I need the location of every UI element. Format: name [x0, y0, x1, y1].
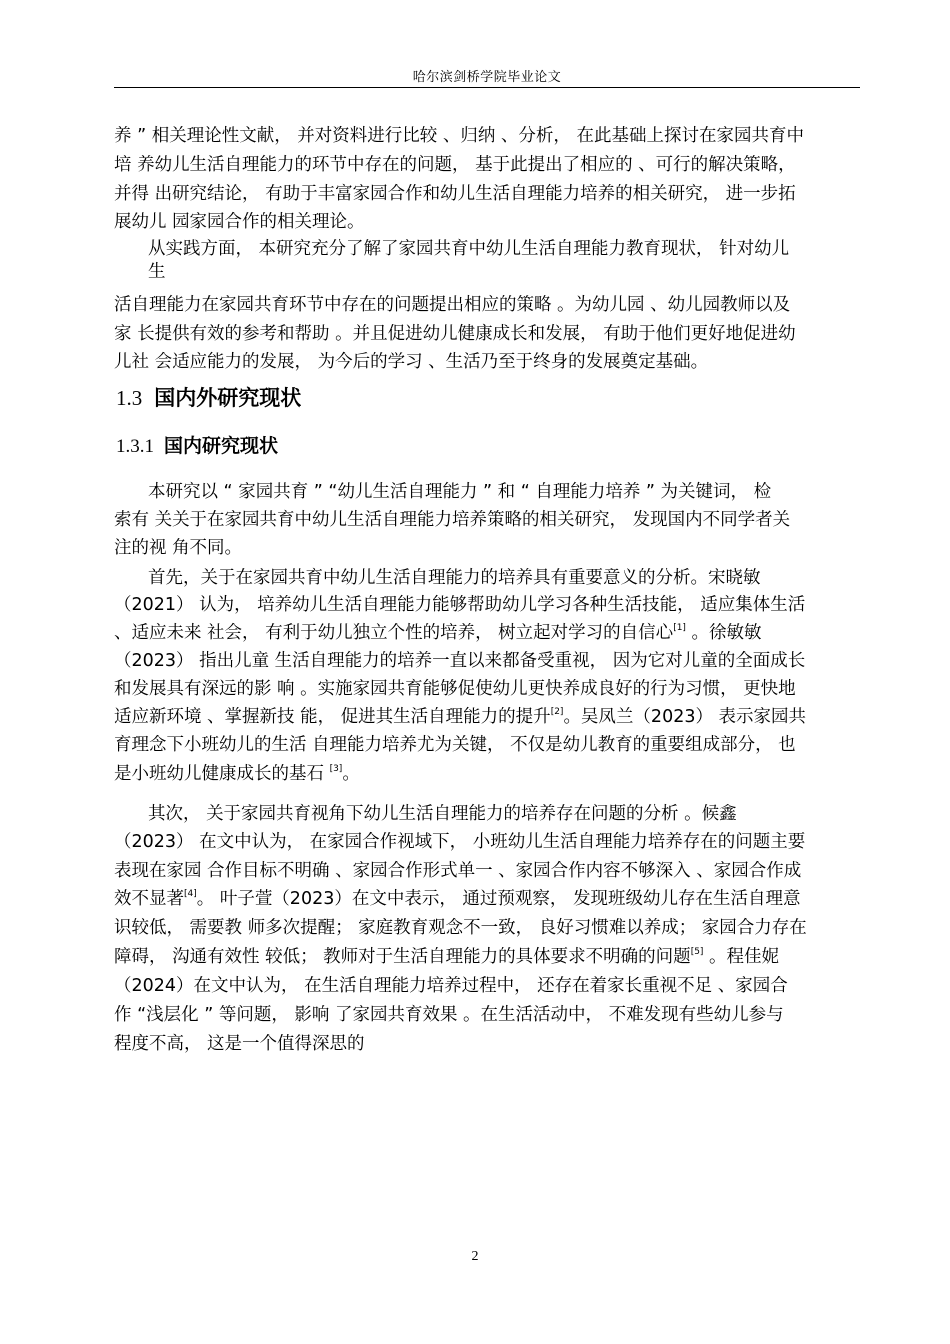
body-line: 并得 出研究结论， 有助于丰富家园合作和幼儿生活自理能力培养的相关研究， 进一步拓: [114, 184, 796, 204]
section-number: 1.3: [116, 386, 143, 410]
text-run: 。徐敏敏: [685, 623, 762, 643]
body-line: 本研究以 “ 家园共育 ” “幼儿生活自理能力 ” 和 “ 自理能力培养 ” 为关键词， 检: [148, 482, 772, 502]
text-run: 障碍， 沟通有效性 较低； 教师对于生活自理能力的具体要求不明确的问题: [114, 947, 691, 967]
body-line: 索有 关关于在家园共育中幼儿生活自理能力培养策略的相关研究， 发现国内不同学者关: [114, 510, 791, 530]
body-line: 育理念下小班幼儿的生活 自理能力培养尤为关键， 不仅是幼儿教育的重要组成部分， 也: [114, 735, 796, 755]
text-run: 。程佳妮: [703, 947, 779, 967]
text-run: 效不显著: [114, 889, 184, 909]
body-line: 首先，关于在家园共育中幼儿生活自理能力的培养具有重要意义的分析。宋晓敏: [148, 568, 761, 588]
citation-ref: [5]: [690, 947, 704, 957]
section-title: 国内外研究现状: [154, 386, 302, 410]
citation-ref: [3]: [329, 764, 343, 774]
body-line: [114, 945, 779, 969]
body-line: [114, 887, 800, 911]
body-line: 培 养幼儿生活自理能力的环节中存在的问题， 基于此提出了相应的 、可行的解决策略，: [114, 155, 796, 175]
body-line: （2021） 认为， 培养幼儿生活自理能力能够帮助幼儿学习各种生活技能， 适应集体生活: [114, 595, 806, 615]
body-line: [114, 705, 806, 729]
body-line: 活自理能力在家园共育环节中存在的问题提出相应的策略 。为幼儿园 、幼儿园教师以及: [114, 295, 791, 315]
body-line: 生: [148, 262, 166, 282]
subsection-heading: [116, 431, 278, 458]
body-line: 注的视 角不同。: [114, 538, 243, 558]
page-number: 2: [471, 1249, 479, 1264]
body-line: 表现在家园 合作目标不明确 、家园合作形式单一 、家园合作内容不够深入 、家园合作成: [114, 861, 802, 881]
text-run: 。: [342, 764, 360, 784]
body-line: （2023） 指出儿童 生活自理能力的培养一直以来都备受重视， 因为它对儿童的全面成长: [114, 651, 806, 671]
text-run: 、适应未来 社会， 有利于幼儿独立个性的培养， 树立起对学习的自信心: [114, 623, 674, 643]
body-line: 展幼儿 园家园合作的相关理论。: [114, 212, 365, 232]
body-line: 家 长提供有效的参考和帮助 。并且促进幼儿健康成长和发展， 有助于他们更好地促进幼: [114, 324, 796, 344]
text-run: 是小班幼儿健康成长的基石: [114, 764, 330, 784]
section-heading: [116, 382, 301, 412]
body-line: [114, 762, 360, 786]
citation-ref: [2]: [550, 707, 564, 717]
citation-ref: [1]: [673, 623, 686, 633]
body-line: 养 ” 相关理论性文献， 并对资料进行比较 、归纳 、分析， 在此基础上探讨在家园共育中: [114, 126, 804, 146]
text-run: 适应新环境 、掌握新技 能， 促进其生活自理能力的提升: [114, 707, 551, 727]
body-line: 儿社 会适应能力的发展， 为今后的学习 、生活乃至于终身的发展奠定基础。: [114, 352, 709, 372]
citation-ref: [4]: [184, 889, 197, 899]
header-rule: [114, 87, 860, 88]
subsection-number: 1.3.1: [116, 436, 154, 457]
body-line: [114, 621, 762, 645]
body-line: 其次， 关于家园共育视角下幼儿生活自理能力的培养存在问题的分析 。候鑫: [148, 804, 737, 824]
body-line: （2023） 在文中认为， 在家园合作视域下， 小班幼儿生活自理能力培养存在的问题主要: [114, 832, 806, 852]
running-header: 哈尔滨剑桥学院毕业论文: [412, 70, 562, 85]
text-run: 。吴凤兰（2023） 表示家园共: [563, 707, 807, 727]
body-line: 识较低， 需要教 师多次提醒； 家庭教育观念不一致， 良好习惯难以养成； 家园合力存在: [114, 918, 807, 938]
text-run: 。 叶子萱（2023）在文中表示， 通过预观察， 发现班级幼儿存在生活自理意: [196, 889, 801, 909]
body-line: 和发展具有深远的影 响 。实施家园共育能够促使幼儿更快养成良好的行为习惯， 更快地: [114, 679, 796, 699]
body-line: 程度不高， 这是一个值得深思的: [114, 1034, 365, 1054]
body-line: （2024）在文中认为， 在生活自理能力培养过程中， 还存在着家长重视不足 、家园合: [114, 976, 788, 996]
body-line: 作 “浅层化 ” 等问题， 影响 了家园共育效果 。在生活活动中， 不难发现有些幼儿参与: [114, 1005, 784, 1025]
body-line: 从实践方面， 本研究充分了解了家园共育中幼儿生活自理能力教育现状， 针对幼儿: [148, 239, 790, 259]
subsection-title: 国内研究现状: [164, 435, 279, 457]
